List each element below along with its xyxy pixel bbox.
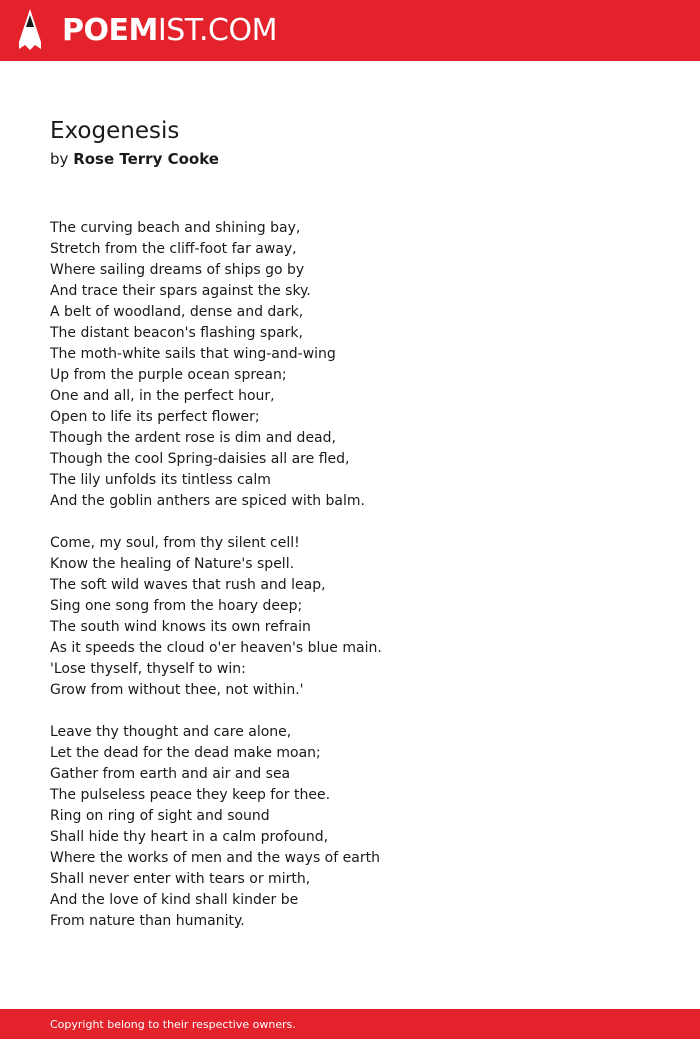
poem-line: Come, my soul, from thy silent cell! <box>50 535 300 551</box>
poem-line: And trace their spars against the sky. <box>50 283 311 299</box>
poem-line: Let the dead for the dead make moan; <box>50 745 321 761</box>
poem-line: The distant beacon's flashing spark, <box>50 325 303 341</box>
poem-line: 'Lose thyself, thyself to win: <box>50 661 246 677</box>
author-name: Rose Terry Cooke <box>73 150 219 168</box>
pen-nib-logo-icon[interactable] <box>17 9 43 51</box>
site-footer <box>0 1009 700 1039</box>
brand-strong: POEM <box>62 13 158 48</box>
poem-line: One and all, in the perfect hour, <box>50 388 275 404</box>
poem-line: Stretch from the cliff-foot far away, <box>50 241 297 257</box>
byline <box>50 148 219 170</box>
site-header <box>0 0 700 61</box>
poem-line: Shall hide thy heart in a calm profound, <box>50 829 329 845</box>
poem-line: The moth-white sails that wing-and-wing <box>50 346 336 362</box>
copyright-text: Copyright belong to their respective owners. <box>50 1018 296 1031</box>
poem-line: As it speeds the cloud o'er heaven's blue main. <box>50 640 382 656</box>
stanza <box>50 218 670 512</box>
poem-line: A belt of woodland, dense and dark, <box>50 304 304 320</box>
stanza <box>50 533 670 701</box>
poem-line: Where sailing dreams of ships go by <box>50 262 305 278</box>
site-logo-link[interactable] <box>62 11 277 51</box>
poem-line: The soft wild waves that rush and leap, <box>50 577 326 593</box>
poem-title: Exogenesis <box>50 118 180 144</box>
poem-line: The lily unfolds its tintless calm <box>50 472 271 488</box>
poem-line: Shall never enter with tears or mirth, <box>50 871 311 887</box>
poem-line: Sing one song from the hoary deep; <box>50 598 303 614</box>
poem-line: And the goblin anthers are spiced with balm. <box>50 493 365 509</box>
poem-line: And the love of kind shall kinder be <box>50 892 299 908</box>
poem-line: From nature than humanity. <box>50 913 245 929</box>
stanza <box>50 722 670 932</box>
poem-line: Open to life its perfect flower; <box>50 409 260 425</box>
poem-line: Gather from earth and air and sea <box>50 766 291 782</box>
poem-line: Up from the purple ocean sprean; <box>50 367 287 383</box>
poem-line: Where the works of men and the ways of earth <box>50 850 380 866</box>
poem-line: Though the cool Spring-daisies all are fled, <box>50 451 350 467</box>
byline-prefix: by <box>50 150 69 168</box>
poem-line: Know the healing of Nature's spell. <box>50 556 295 572</box>
poem-body <box>50 218 670 953</box>
poem-line: Leave thy thought and care alone, <box>50 724 292 740</box>
poem-line: The south wind knows its own refrain <box>50 619 311 635</box>
poem-line: The pulseless peace they keep for thee. <box>50 787 331 803</box>
poem-line: Grow from without thee, not within.' <box>50 682 304 698</box>
poem-line: Though the ardent rose is dim and dead, <box>50 430 336 446</box>
brand-rest: IST.COM <box>157 13 277 48</box>
poem-line: The curving beach and shining bay, <box>50 220 301 236</box>
poem-line: Ring on ring of sight and sound <box>50 808 270 824</box>
